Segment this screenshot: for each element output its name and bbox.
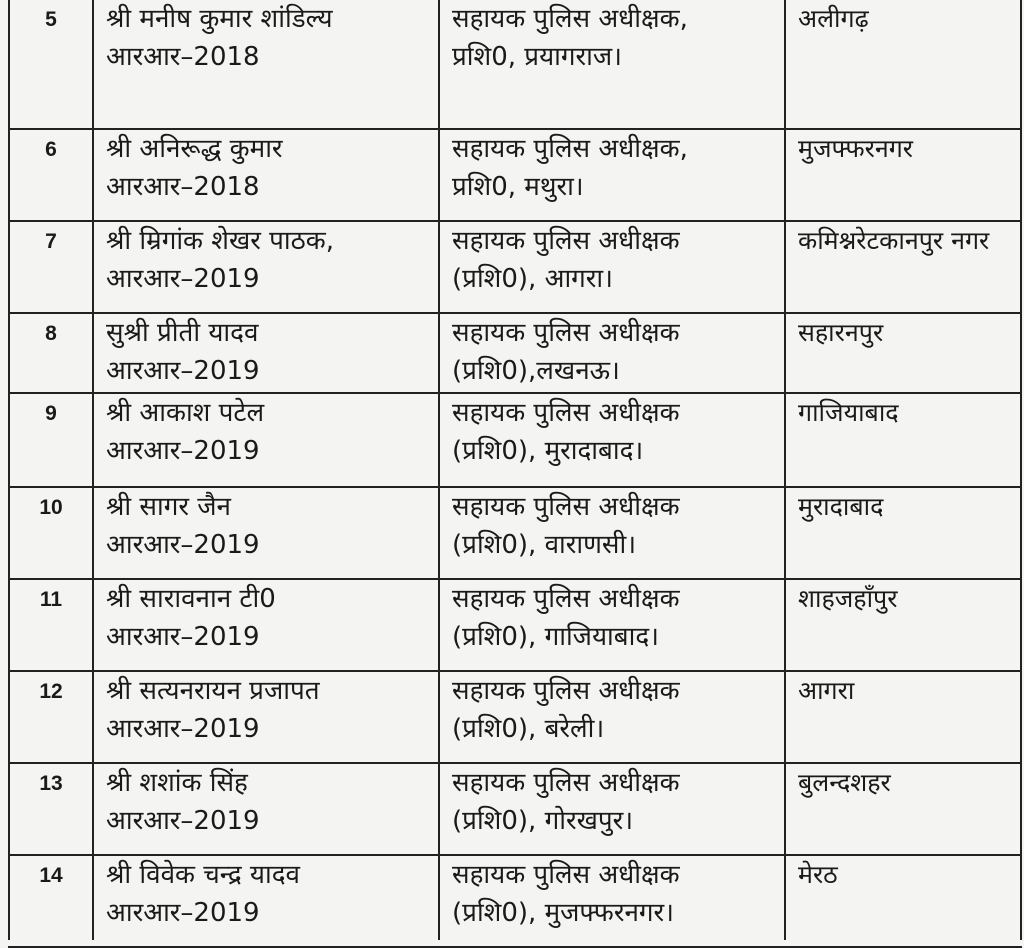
serial-number: 9 (45, 402, 57, 425)
current-posting-cell (439, 393, 785, 487)
current-post: सहायक पुलिस अधीक्षक (452, 860, 680, 890)
officer-name: सुश्री प्रीती यादव (106, 318, 259, 348)
table-row (9, 393, 1021, 487)
new-posting: मेरठ (798, 860, 838, 889)
table-row (9, 221, 1021, 313)
officer-name: श्री आकाश पटेल (106, 398, 265, 428)
officer-name: श्री अनिरूद्ध कुमार (106, 134, 283, 164)
officer-cell (93, 221, 439, 313)
new-posting: अलीगढ़ (798, 4, 869, 33)
officer-name: श्री म्रिगांक शेखर पाठक, (106, 226, 334, 256)
serial-cell (9, 129, 93, 221)
serial-cell (9, 487, 93, 579)
officer-batch: आरआर–2019 (106, 898, 260, 928)
officer-cell (93, 313, 439, 393)
officer-cell (93, 393, 439, 487)
serial-number: 11 (39, 588, 63, 611)
current-location: (प्रशि0), आगरा। (452, 264, 613, 294)
current-posting-cell (439, 221, 785, 313)
new-posting: बुलन्दशहर (798, 768, 891, 797)
new-posting: सहारनपुर (798, 318, 884, 347)
current-post: सहायक पुलिस अधीक्षक (452, 492, 680, 522)
table-row (9, 671, 1021, 763)
new-posting-cell (785, 0, 1021, 129)
serial-number: 6 (45, 138, 57, 161)
current-location: प्रशि0, मथुरा। (452, 172, 584, 202)
serial-cell (9, 0, 93, 129)
new-posting: शाहजहाँपुर (798, 584, 898, 613)
serial-cell (9, 763, 93, 855)
serial-cell (9, 221, 93, 313)
current-posting-cell (439, 855, 785, 947)
serial-cell (9, 393, 93, 487)
table-row (9, 579, 1021, 671)
officer-batch: आरआर–2019 (106, 714, 260, 744)
officer-name: श्री सत्यनरायन प्रजापत (106, 676, 320, 706)
serial-number: 8 (45, 322, 57, 345)
serial-cell (9, 579, 93, 671)
new-posting: गाजियाबाद (798, 398, 899, 427)
serial-number: 7 (45, 230, 57, 253)
serial-number: 5 (45, 8, 57, 31)
serial-cell (9, 671, 93, 763)
table-row (9, 129, 1021, 221)
new-posting-cell (785, 221, 1021, 313)
new-posting: कमिश्नरेट (798, 226, 880, 255)
officer-name: श्री सारावनान टी0 (106, 584, 276, 614)
current-posting-cell (439, 129, 785, 221)
current-posting-cell (439, 313, 785, 393)
page-bottom-margin (0, 940, 1024, 946)
officer-cell (93, 671, 439, 763)
table-row (9, 487, 1021, 579)
officer-cell (93, 487, 439, 579)
table-row (9, 855, 1021, 947)
table-row (9, 763, 1021, 855)
officer-batch: आरआर–2019 (106, 530, 260, 560)
officer-batch: आरआर–2019 (106, 806, 260, 836)
current-post: सहायक पुलिस अधीक्षक (452, 676, 680, 706)
officer-cell (93, 579, 439, 671)
current-post: सहायक पुलिस अधीक्षक (452, 398, 680, 428)
current-post: सहायक पुलिस अधीक्षक, (452, 134, 688, 164)
new-posting-line2: कानपुर नगर (879, 226, 990, 255)
current-post: सहायक पुलिस अधीक्षक, (452, 4, 688, 34)
current-posting-cell (439, 671, 785, 763)
current-posting-cell (439, 0, 785, 129)
current-posting-cell (439, 487, 785, 579)
new-posting-cell (785, 129, 1021, 221)
new-posting-cell (785, 313, 1021, 393)
officer-name: श्री मनीष कुमार शांडिल्य (106, 4, 333, 34)
officer-cell (93, 855, 439, 947)
current-post: सहायक पुलिस अधीक्षक (452, 318, 680, 348)
officer-name: श्री सागर जैन (106, 492, 231, 522)
current-post: सहायक पुलिस अधीक्षक (452, 768, 680, 798)
current-location: (प्रशि0), गोरखपुर। (452, 806, 634, 836)
current-location: प्रशि0, प्रयागराज। (452, 42, 623, 72)
serial-number: 12 (39, 680, 63, 703)
new-posting: मुरादाबाद (798, 492, 884, 521)
new-posting-cell (785, 855, 1021, 947)
current-location: (प्रशि0), बरेली। (452, 714, 605, 744)
current-posting-cell (439, 579, 785, 671)
officer-cell (93, 763, 439, 855)
new-posting-cell (785, 763, 1021, 855)
serial-number: 10 (39, 496, 63, 519)
new-posting-cell (785, 487, 1021, 579)
officer-batch: आरआर–2018 (106, 42, 260, 72)
officer-cell (93, 129, 439, 221)
current-post: सहायक पुलिस अधीक्षक (452, 584, 680, 614)
officer-batch: आरआर–2019 (106, 436, 260, 466)
new-posting: मुजफ्फरनगर (798, 134, 914, 163)
officer-cell (93, 0, 439, 129)
new-posting-cell (785, 579, 1021, 671)
officer-batch: आरआर–2019 (106, 622, 260, 652)
table-row (9, 313, 1021, 393)
transfer-table (8, 0, 1022, 948)
current-posting-cell (439, 763, 785, 855)
new-posting: आगरा (798, 676, 855, 705)
officer-name: श्री शशांक सिंह (106, 768, 248, 798)
current-location: (प्रशि0), वाराणसी। (452, 530, 637, 560)
serial-cell (9, 855, 93, 947)
serial-cell (9, 313, 93, 393)
current-location: (प्रशि0), मुजफ्फरनगर। (452, 898, 675, 928)
current-location: (प्रशि0), मुरादाबाद। (452, 436, 644, 466)
new-posting-cell (785, 393, 1021, 487)
officer-name: श्री विवेक चन्द्र यादव (106, 860, 300, 890)
officer-batch: आरआर–2019 (106, 264, 260, 294)
table-row (9, 0, 1021, 129)
officer-batch: आरआर–2018 (106, 172, 260, 202)
current-post: सहायक पुलिस अधीक्षक (452, 226, 680, 256)
serial-number: 13 (39, 772, 63, 795)
new-posting-cell (785, 671, 1021, 763)
officer-batch: आरआर–2019 (106, 356, 260, 386)
current-location: (प्रशि0),लखनऊ। (452, 356, 620, 386)
serial-number: 14 (39, 864, 63, 887)
current-location: (प्रशि0), गाजियाबाद। (452, 622, 660, 652)
